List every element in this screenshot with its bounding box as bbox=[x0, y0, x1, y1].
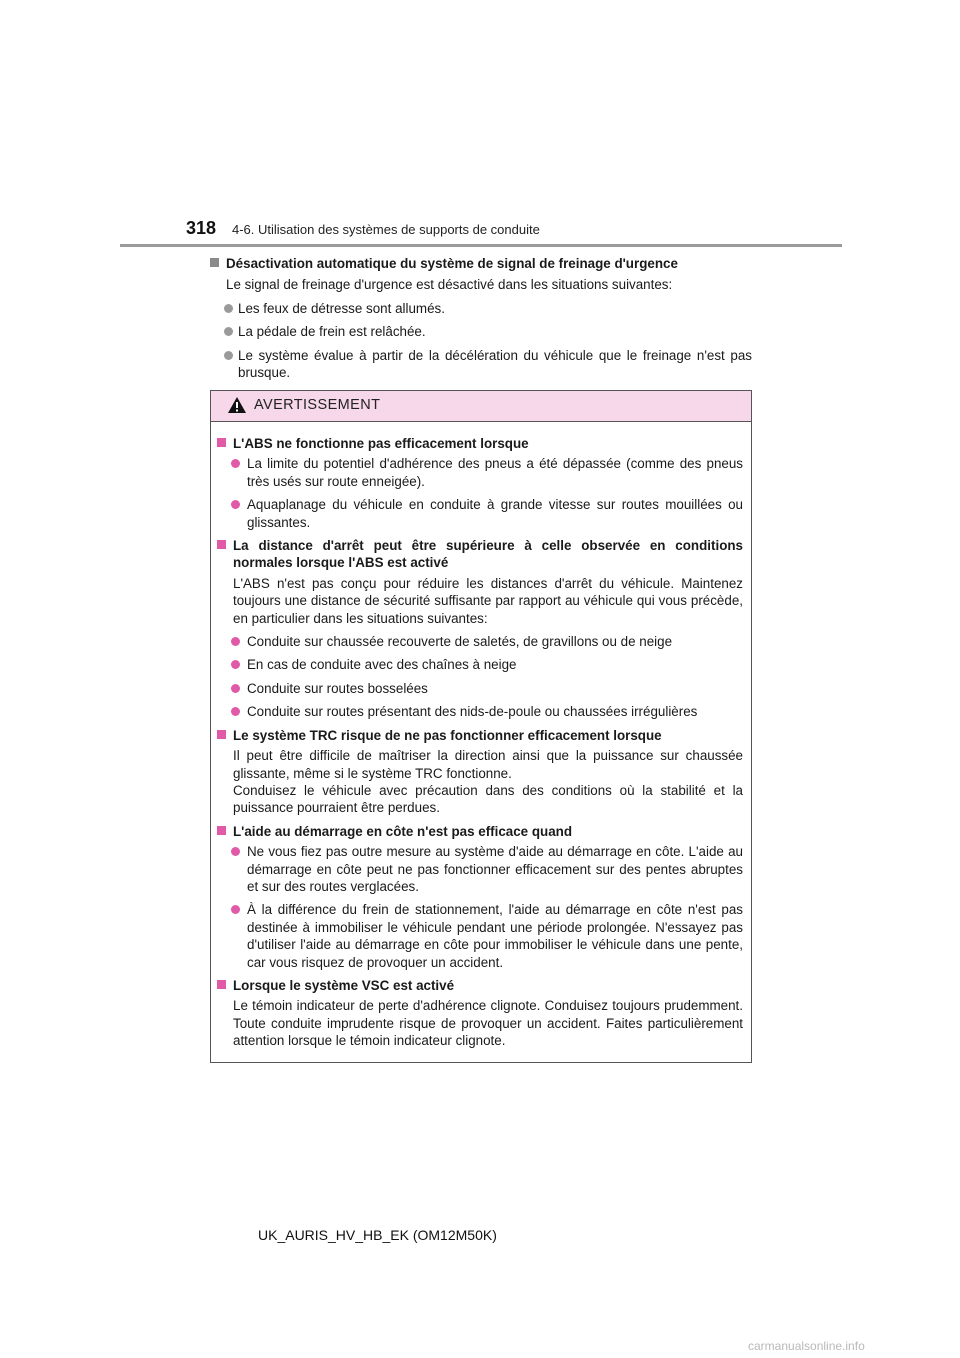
round-bullet-icon bbox=[231, 847, 240, 856]
round-bullet-icon bbox=[231, 500, 240, 509]
warning-paragraph: Le témoin indicateur de perte d'adhérence clignote. Conduisez toujours prudemment. Toute conduite imprudente risque de provoquer un accident. Faites particulièrement attention lorsque le témoin indicateur clignote. bbox=[233, 998, 743, 1049]
list-item: La pédale de frein est relâchée. bbox=[210, 323, 752, 340]
list-item: Conduite sur chaussée recouverte de saletés, de gravillons ou de neige bbox=[217, 633, 743, 650]
page-header bbox=[0, 0, 960, 260]
list-item: En cas de conduite avec des chaînes à neige bbox=[217, 656, 743, 673]
square-bullet-icon bbox=[217, 826, 226, 835]
chapter-title: 4-6. Utilisation des systèmes de supports de conduite bbox=[232, 222, 540, 237]
warning-section-trc bbox=[217, 727, 743, 817]
intro-title: Désactivation automatique du système de signal de freinage d'urgence bbox=[210, 255, 752, 272]
round-bullet-icon bbox=[231, 660, 240, 669]
warning-section-abs bbox=[217, 435, 743, 531]
round-bullet-icon bbox=[224, 327, 233, 336]
intro-paragraph: Le signal de freinage d'urgence est désactivé dans les situations suivantes: bbox=[226, 277, 673, 293]
round-bullet-icon bbox=[231, 707, 240, 716]
warning-title: AVERTISSEMENT bbox=[254, 397, 381, 413]
page-number: 318 bbox=[186, 218, 217, 238]
list-item: La limite du potentiel d'adhérence des pneus a été dépassée (comme des pneus très usés sur route enneigée). bbox=[217, 455, 743, 490]
list-item: Aquaplanage du véhicule en conduite à grande vitesse sur routes mouillées ou glissantes. bbox=[217, 496, 743, 531]
square-bullet-icon bbox=[217, 540, 226, 549]
list-item: Le système évalue à partir de la décélération du véhicule que le freinage n'est pas brusque. bbox=[210, 347, 752, 382]
intro-section bbox=[210, 255, 752, 387]
document-code: UK_AURIS_HV_HB_EK (OM12M50K) bbox=[258, 1227, 497, 1243]
round-bullet-icon bbox=[231, 637, 240, 646]
warning-section-title: L'ABS ne fonctionne pas efficacement lorsque bbox=[217, 435, 743, 452]
square-bullet-icon bbox=[210, 258, 219, 267]
warning-section-title: Le système TRC risque de ne pas fonctionner efficacement lorsque bbox=[217, 727, 743, 744]
warning-box bbox=[210, 390, 752, 1063]
round-bullet-icon bbox=[224, 304, 233, 313]
warning-section-title: Lorsque le système VSC est activé bbox=[217, 977, 743, 994]
list-item: Ne vous fiez pas outre mesure au système d'aide au démarrage en côte. L'aide au démarrage en côte peut ne pas fonctionner efficacement sur des pentes abruptes et sur des routes verglacées. bbox=[217, 843, 743, 895]
warning-paragraph: L'ABS n'est pas conçu pour réduire les distances d'arrêt du véhicule. Maintenez toujours une distance de sécurité suffisante par rapport au véhicule qui vous précède, en particulier dans les situations suivantes: bbox=[233, 575, 743, 626]
warning-triangle-icon bbox=[227, 396, 247, 419]
warning-section-stopping-distance bbox=[217, 537, 743, 721]
square-bullet-icon bbox=[217, 980, 226, 989]
list-item: À la différence du frein de stationnement, l'aide au démarrage en côte n'est pas destinée à immobiliser le véhicule pendant une période prolongée. N'essayez pas d'utiliser l'aide au démarrage en côte pour immobiliser le véhicule dans une pente, car vous risquez de provoquer un accident. bbox=[217, 901, 743, 971]
square-bullet-icon bbox=[217, 730, 226, 739]
round-bullet-icon bbox=[231, 905, 240, 914]
warning-paragraph: Conduisez le véhicule avec précaution dans des conditions où la stabilité et la puissance pourraient être perdues. bbox=[233, 782, 743, 816]
warning-paragraph: Il peut être difficile de maîtriser la direction ainsi que la puissance sur chaussée glissante, même si le système TRC fonctionne. bbox=[233, 748, 743, 781]
warning-header bbox=[211, 391, 751, 422]
header-divider bbox=[120, 244, 842, 247]
warning-section-hill-start bbox=[217, 823, 743, 971]
warning-body bbox=[211, 422, 751, 1050]
list-item: Les feux de détresse sont allumés. bbox=[210, 300, 752, 317]
warning-section-title: La distance d'arrêt peut être supérieure à celle observée en conditions normales lorsque l'ABS est activé bbox=[217, 537, 743, 572]
warning-section-title: L'aide au démarrage en côte n'est pas efficace quand bbox=[217, 823, 743, 840]
warning-section-vsc bbox=[217, 977, 743, 1050]
round-bullet-icon bbox=[231, 684, 240, 693]
list-item: Conduite sur routes bosselées bbox=[217, 680, 743, 697]
list-item: Conduite sur routes présentant des nids-de-poule ou chaussées irrégulières bbox=[217, 703, 743, 720]
round-bullet-icon bbox=[224, 351, 233, 360]
square-bullet-icon bbox=[217, 438, 226, 447]
watermark-link[interactable]: carmanualsonline.info bbox=[748, 1339, 865, 1353]
round-bullet-icon bbox=[231, 459, 240, 468]
